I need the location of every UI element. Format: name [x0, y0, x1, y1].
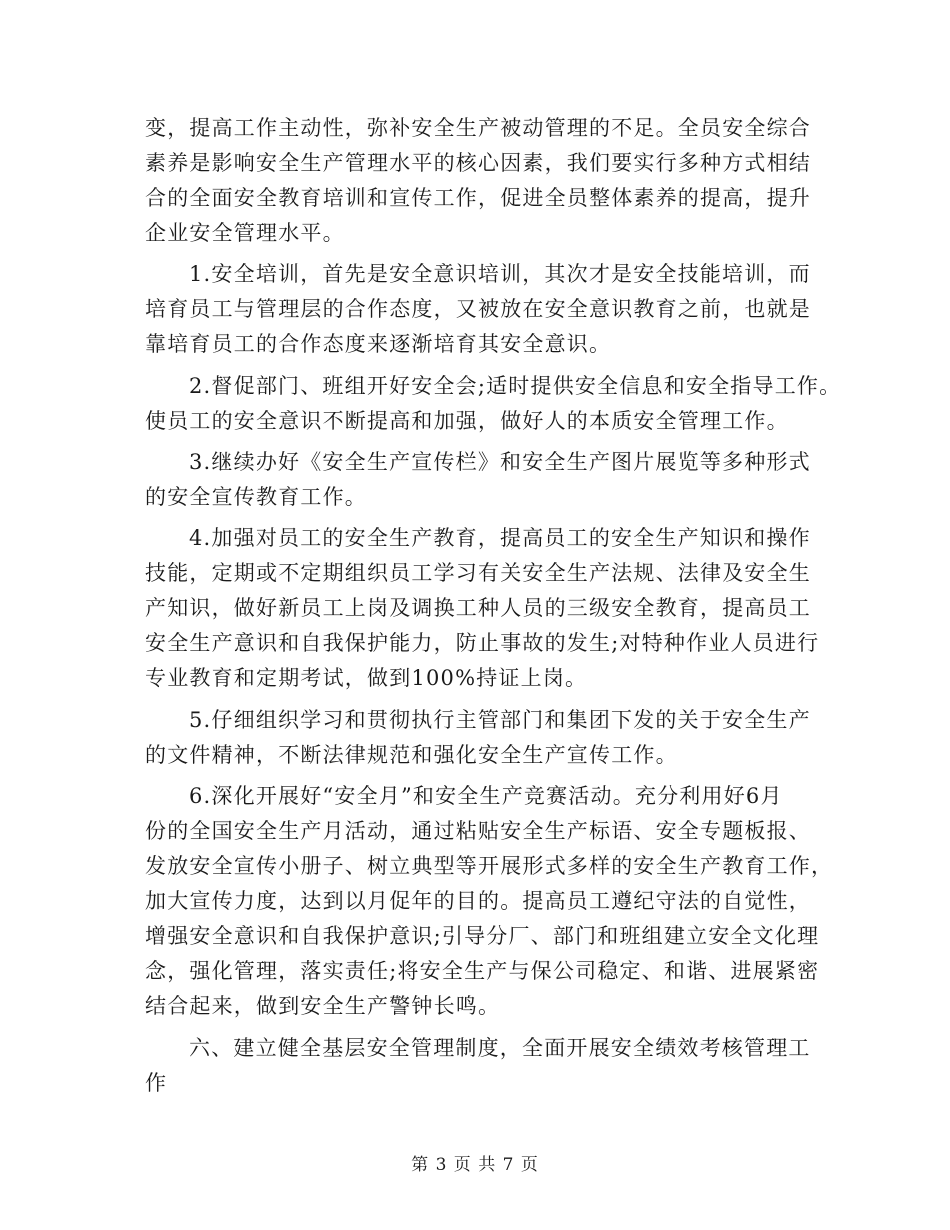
text-line: 专业教育和定期考试，做到100%持证上岗。 — [145, 666, 588, 690]
text-line: 素养是影响安全生产管理水平的核心因素，我们要实行多种方式相结 — [145, 151, 811, 175]
text-line: 变，提高工作主动性，弥补安全生产被动管理的不足。全员安全综合 — [145, 116, 811, 140]
text-line: 产知识，做好新员工上岗及调换工种人员的三级安全教育，提高员工 — [145, 596, 811, 620]
text-line: 增强安全意识和自我保护意识;引导分厂、部门和班组建立安全文化理 — [145, 924, 820, 948]
page-indicator: 第 3 页 共 7 页 — [411, 1155, 539, 1175]
text-line: 5.仔细组织学习和贯彻执行主管部门和集团下发的关于安全生产 — [189, 708, 811, 732]
text-line: 念，强化管理，落实责任;将安全生产与保公司稳定、和谐、进展紧密 — [145, 959, 820, 983]
page-footer — [0, 1154, 950, 1176]
text-line: 发放安全宣传小册子、树立典型等开展形式多样的安全生产教育工作， — [145, 854, 834, 878]
section-heading: 作 — [145, 1071, 168, 1095]
text-line: 企业安全管理水平。 — [145, 221, 345, 245]
text-line: 的文件精神，不断法律规范和强化安全生产宣传工作。 — [145, 743, 678, 767]
text-line: 合的全面安全教育培训和宣传工作，促进全员整体素养的提高，提升 — [145, 186, 811, 210]
text-line: 份的全国安全生产月活动，通过粘贴安全生产标语、安全专题板报、 — [145, 819, 811, 843]
text-line: 4.加强对员工的安全生产教育，提高员工的安全生产知识和操作 — [189, 526, 811, 550]
text-line: 加大宣传力度，达到以月促年的目的。提高员工遵纪守法的自觉性， — [145, 889, 811, 913]
text-line: 结合起来，做到安全生产警钟长鸣。 — [145, 994, 501, 1018]
text-line: 的安全宣传教育工作。 — [145, 485, 367, 509]
text-line: 2.督促部门、班组开好安全会;适时提供安全信息和安全指导工作。 — [189, 374, 842, 398]
text-line: 1.安全培训，首先是安全意识培训，其次才是安全技能培训，而 — [189, 262, 811, 286]
text-line: 使员工的安全意识不断提高和加强，做好人的本质安全管理工作。 — [145, 409, 789, 433]
text-line: 培育员工与管理层的合作态度，又被放在安全意识教育之前，也就是 — [145, 297, 811, 321]
text-line: 6.深化开展好“安全月”和安全生产竞赛活动。充分利用好6月 — [189, 784, 783, 808]
text-line: 技能，定期或不定期组织员工学习有关安全生产法规、法律及安全生 — [145, 561, 811, 585]
section-heading: 六、建立健全基层安全管理制度，全面开展安全绩效考核管理工 — [189, 1036, 811, 1060]
text-line: 3.继续办好《安全生产宣传栏》和安全生产图片展览等多种形式 — [189, 450, 811, 474]
text-line: 靠培育员工的合作态度来逐渐培育其安全意识。 — [145, 332, 612, 356]
text-line: 安全生产意识和自我保护能力，防止事故的发生;对特种作业人员进行 — [145, 631, 820, 655]
